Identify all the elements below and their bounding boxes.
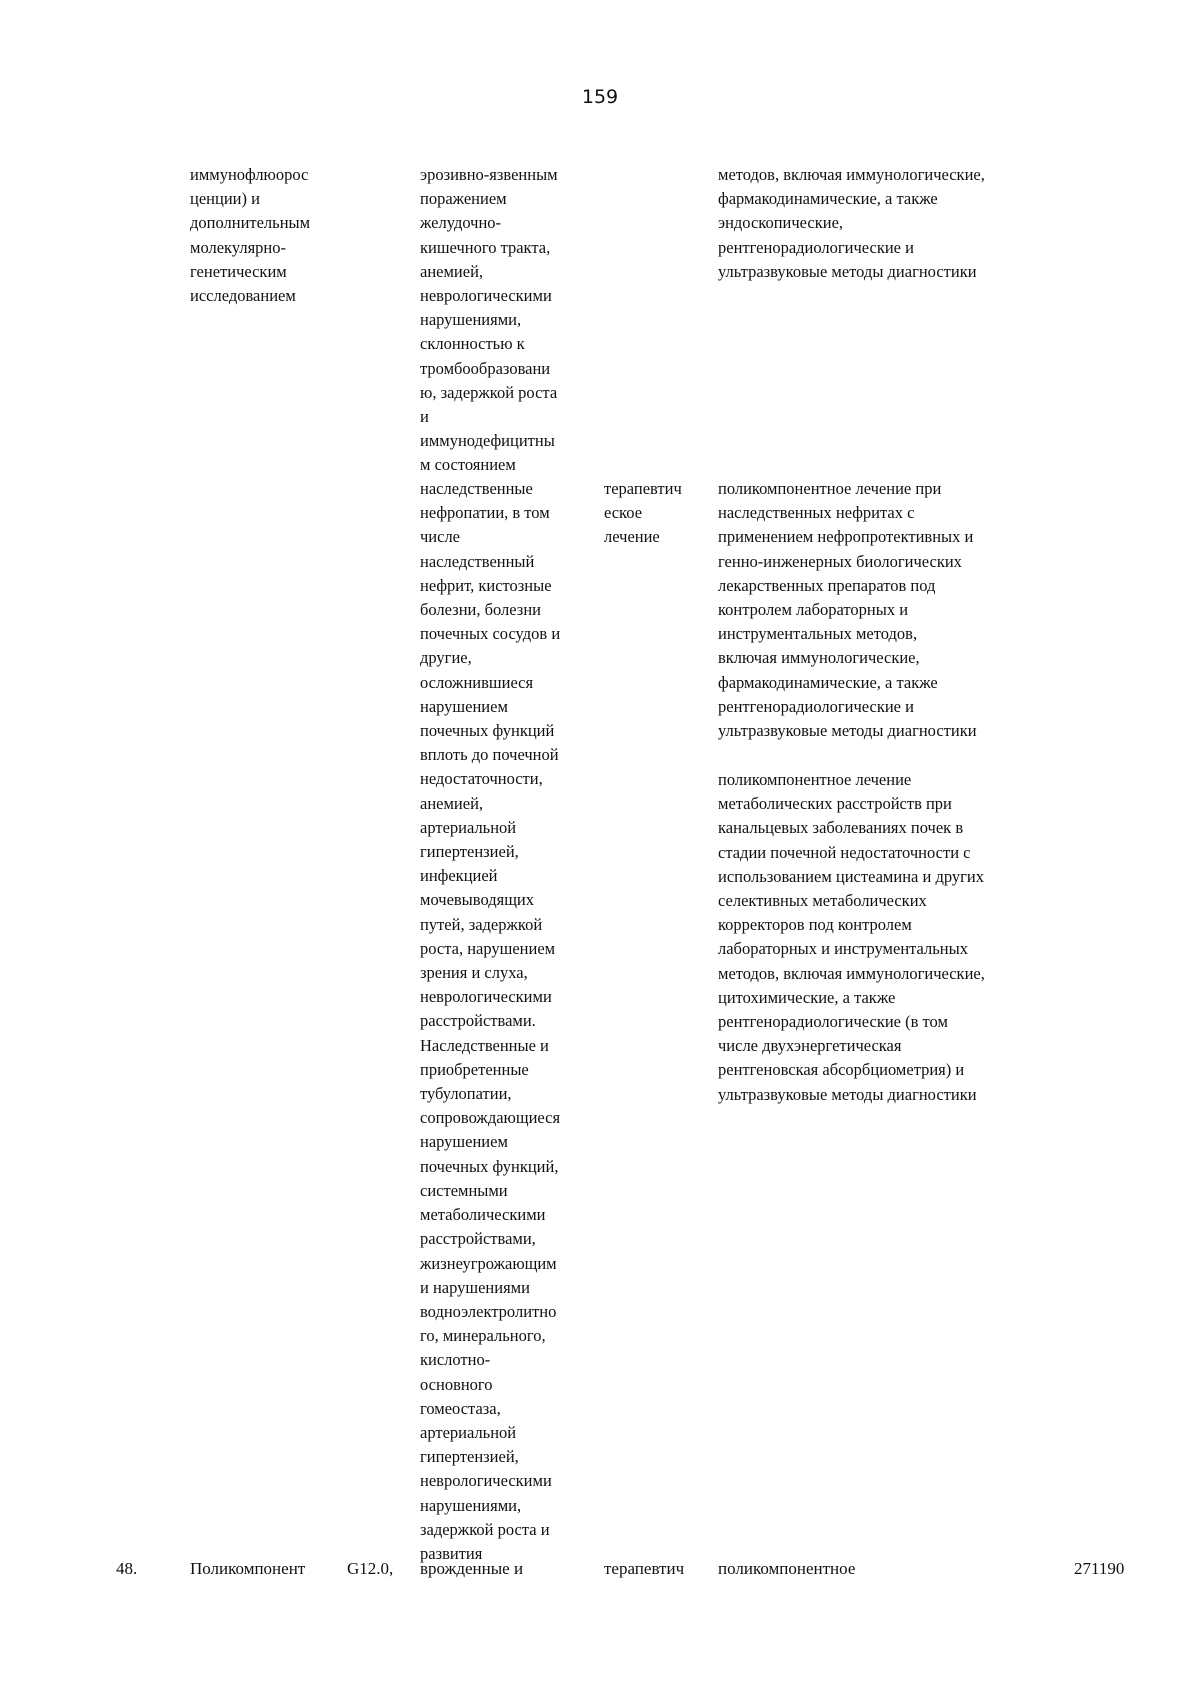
column-d-text-third <box>718 768 985 1107</box>
text-line: рентгенорадиологические и <box>718 696 914 716</box>
row-condition: врожденные и <box>420 1559 524 1578</box>
text-line: тубулопатии, <box>420 1084 512 1104</box>
row-code: G12.0, <box>347 1559 394 1578</box>
text-line: генно-инженерных биологических <box>718 551 962 571</box>
text-line: расстройствами, <box>420 1229 536 1249</box>
text-line: и нарушениями <box>420 1277 530 1297</box>
column-a-text <box>190 163 310 308</box>
text-line: рентгеновская абсорбциометрия) и <box>718 1060 965 1080</box>
text-line: лекарственных препаратов под <box>718 575 936 595</box>
text-line: задержкой роста и <box>420 1519 550 1539</box>
text-line: исследованием <box>190 286 296 306</box>
text-line: го, минерального, <box>420 1326 546 1346</box>
text-line: артериальной <box>420 1422 517 1442</box>
row-number: 48. <box>116 1559 138 1578</box>
text-line: иммунофлюорос <box>190 165 309 184</box>
text-line: нефрит, кистозные <box>420 575 552 595</box>
column-d-text-second <box>718 477 977 743</box>
text-line: тромбообразовани <box>420 358 551 378</box>
row-cost: 271190 <box>1074 1559 1125 1578</box>
text-line: вплоть до почечной <box>420 745 559 765</box>
text-line: мочевыводящих <box>420 890 534 910</box>
text-line: иммунодефицитны <box>420 431 555 451</box>
page-number: 159 <box>581 86 619 108</box>
text-line: ю, задержкой роста <box>420 382 558 402</box>
column-b-text-second <box>420 477 560 1566</box>
text-line: анемией, <box>420 793 484 813</box>
text-line: основного <box>420 1374 493 1394</box>
text-line: недостаточности, <box>420 769 543 789</box>
column-d-text-first <box>718 163 985 284</box>
text-line: м состоянием <box>420 455 516 475</box>
text-line: терапевтич <box>604 479 682 498</box>
text-line: анемией, <box>420 261 484 281</box>
text-line: числе <box>420 527 461 547</box>
row-name: Поликомпонент <box>190 1559 306 1578</box>
text-line: развития <box>420 1543 483 1563</box>
text-line: сопровождающиеся <box>420 1108 561 1128</box>
text-line: канальцевых заболеваниях почек в <box>718 818 964 838</box>
text-line: поражением <box>420 189 507 209</box>
text-line: генетическим <box>190 261 287 281</box>
text-line: ценции) и <box>190 189 260 209</box>
text-line: почечных сосудов и <box>420 624 561 644</box>
text-line: фармакодинамические, а также <box>718 672 938 692</box>
text-line: приобретенные <box>420 1059 529 1079</box>
text-line: еское <box>604 503 643 523</box>
text-line: методов, включая иммунологические, <box>718 165 985 184</box>
text-line: неврологическими <box>420 286 552 306</box>
text-line: эндоскопические, <box>718 213 844 233</box>
text-line: роста, нарушением <box>420 938 556 958</box>
text-line: Наследственные и <box>420 1035 549 1055</box>
text-line: наследственные <box>420 479 533 498</box>
text-line: эрозивно-язвенным <box>420 165 558 184</box>
row-method: поликомпонентное <box>718 1559 856 1578</box>
text-line: инфекцией <box>420 866 498 886</box>
text-line: нарушением <box>420 1132 508 1152</box>
text-line: артериальной <box>420 817 517 837</box>
text-line: нарушениями, <box>420 310 522 330</box>
text-line: стадии почечной недостаточности с <box>718 842 971 862</box>
text-line: молекулярно- <box>190 237 286 257</box>
text-line: поликомпонентное лечение при <box>718 479 942 498</box>
text-line: кишечного тракта, <box>420 237 551 257</box>
text-line: желудочно- <box>420 213 502 233</box>
text-line: наследственных нефритах с <box>718 503 915 523</box>
text-line: рентгенорадиологические (в том <box>718 1012 948 1032</box>
text-line: наследственный <box>420 551 535 571</box>
text-line: неврологическими <box>420 987 552 1007</box>
text-line: включая иммунологические, <box>718 648 920 668</box>
text-line: нарушением <box>420 696 508 716</box>
text-line: системными <box>420 1180 508 1200</box>
text-line: метаболическими <box>420 1205 546 1225</box>
text-line: почечных функций, <box>420 1156 559 1176</box>
column-c-text <box>604 477 682 550</box>
text-line: кислотно- <box>420 1350 491 1370</box>
text-line: водноэлектролитно <box>420 1301 557 1321</box>
text-line: фармакодинамические, а также <box>718 189 938 209</box>
text-line: рентгенорадиологические и <box>718 237 914 257</box>
text-line: гомеостаза, <box>420 1398 501 1418</box>
text-line: поликомпонентное лечение <box>718 770 912 789</box>
text-line: применением нефропротективных и <box>718 527 974 547</box>
text-line: числе двухэнергетическая <box>718 1036 902 1056</box>
text-line: корректоров под контролем <box>718 915 912 935</box>
text-line: ультразвуковые методы диагностики <box>718 261 977 281</box>
text-line: гипертензией, <box>420 842 519 862</box>
text-line: селективных метаболических <box>718 891 927 911</box>
text-line: дополнительным <box>190 213 311 233</box>
text-line: неврологическими <box>420 1471 552 1491</box>
text-line: болезни, болезни <box>420 600 541 620</box>
text-line: почечных функций <box>420 721 555 741</box>
text-line: расстройствами. <box>420 1011 536 1031</box>
text-line: инструментальных методов, <box>718 624 918 644</box>
text-line: использованием цистеамина и других <box>718 866 984 886</box>
text-line: и <box>420 407 429 427</box>
text-line: цитохимические, а также <box>718 987 896 1007</box>
text-line: осложнившиеся <box>420 672 534 692</box>
text-line: гипертензией, <box>420 1447 519 1467</box>
text-line: склонностью к <box>420 334 525 354</box>
text-line: ультразвуковые методы диагностики <box>718 721 977 741</box>
text-line: контролем лабораторных и <box>718 600 909 620</box>
text-line: ультразвуковые методы диагностики <box>718 1084 977 1104</box>
text-line: зрения и слуха, <box>420 963 528 983</box>
text-line: лечение <box>604 527 660 547</box>
text-line: путей, задержкой <box>420 914 543 934</box>
text-line: жизнеугрожающим <box>420 1253 557 1273</box>
text-line: нефропатии, в том <box>420 503 550 523</box>
column-b-text-first <box>420 163 558 478</box>
text-line: нарушениями, <box>420 1495 522 1515</box>
row-treatment-type: терапевтич <box>604 1559 685 1578</box>
text-line: другие, <box>420 648 472 668</box>
text-line: метаболических расстройств при <box>718 794 952 814</box>
text-line: лабораторных и инструментальных <box>718 939 968 959</box>
text-line: методов, включая иммунологические, <box>718 963 985 983</box>
